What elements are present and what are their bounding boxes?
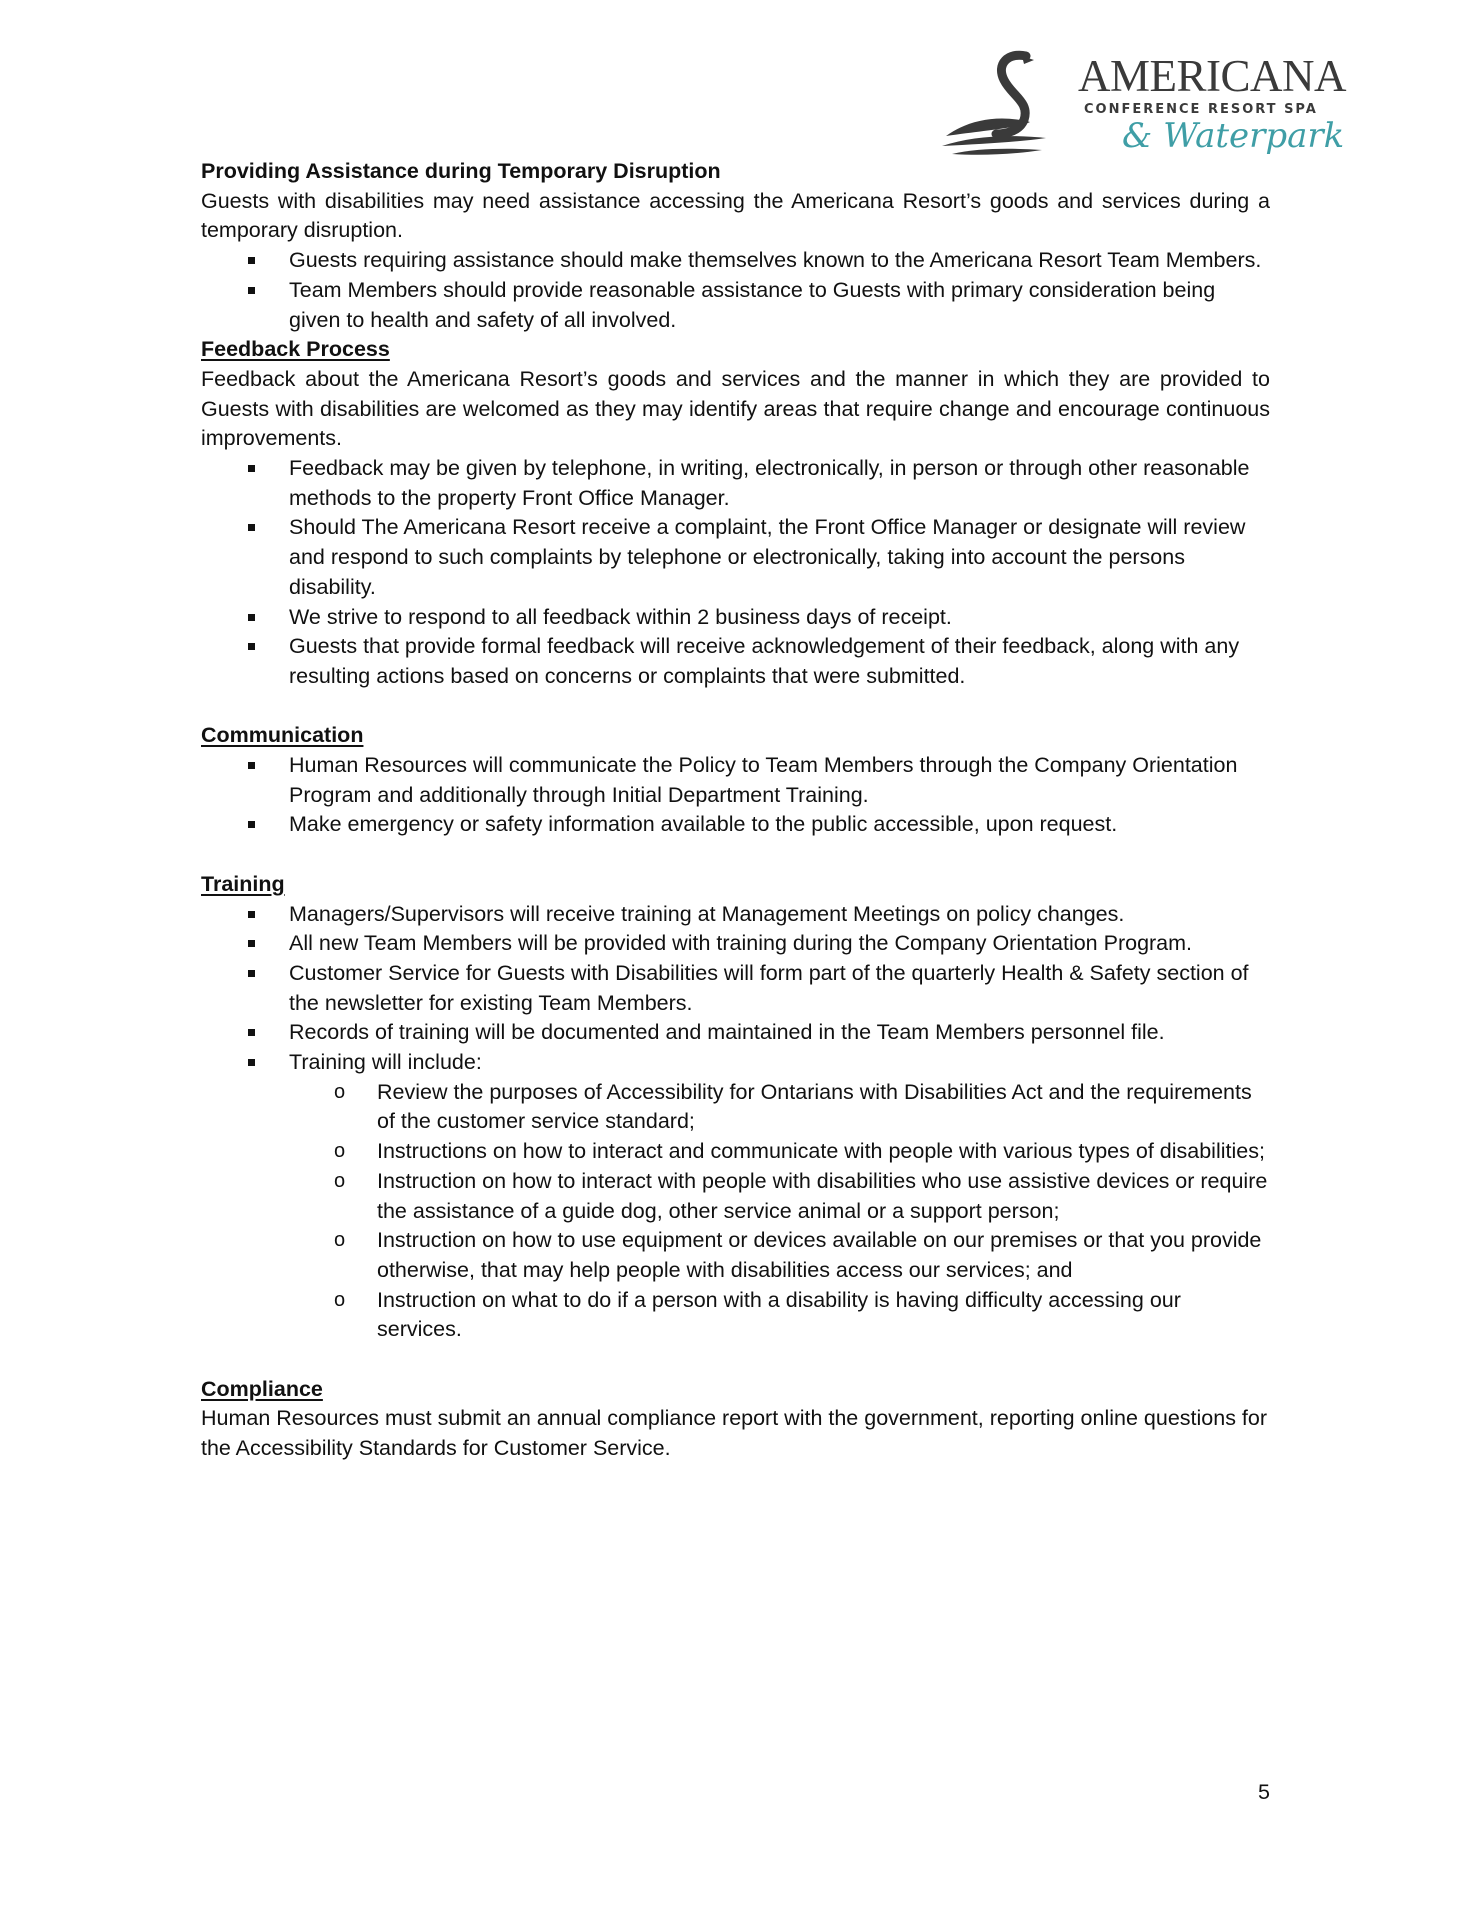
list-item: Training will include: (201, 1048, 1270, 1078)
americana-logo (938, 50, 1347, 160)
list-item: Customer Service for Guests with Disabilities will form part of the quarterly Health & Safety section of the newsletter for existing Team Members. (201, 959, 1270, 1018)
feedback-list (201, 454, 1270, 692)
spacer (201, 692, 1270, 722)
heading-feedback: Feedback Process (201, 337, 390, 362)
list-item: Records of training will be documented and maintained in the Team Members personnel file. (201, 1018, 1270, 1048)
list-item: We strive to respond to all feedback within 2 business days of receipt. (201, 603, 1270, 633)
heading-compliance: Compliance (201, 1376, 323, 1401)
heading-communication: Communication (201, 723, 364, 748)
spacer (201, 840, 1270, 870)
sub-list-item: o Instructions on how to interact and communicate with people with various types of disabilities; (201, 1137, 1270, 1167)
list-item: Make emergency or safety information available to the public accessible, upon request. (201, 810, 1270, 840)
list-item: Should The Americana Resort receive a complaint, the Front Office Manager or designate will review and respond to such complaints by telephone or electronically, taking into account the persons disability. (201, 513, 1270, 602)
list-item: Managers/Supervisors will receive training at Management Meetings on policy changes. (201, 900, 1270, 930)
list-item: Guests that provide formal feedback will receive acknowledgement of their feedback, along with any resulting actions based on concerns or complaints that were submitted. (201, 632, 1270, 691)
assistance-list (201, 246, 1270, 335)
list-item: All new Team Members will be provided with training during the Company Orientation Program. (201, 929, 1270, 959)
page-number: 5 (1258, 1780, 1270, 1804)
list-item: Team Members should provide reasonable assistance to Guests with primary consideration being given to health and safety of all involved. (201, 276, 1270, 335)
assistance-intro: Guests with disabilities may need assistance accessing the Americana Resort’s goods and services during a temporary disruption. (201, 188, 1270, 243)
list-item: Guests requiring assistance should make themselves known to the Americana Resort Team Members. (201, 246, 1270, 276)
logo-script: & Waterpark (1122, 116, 1345, 156)
training-sub-list (201, 1078, 1270, 1345)
training-list (201, 900, 1270, 1078)
heading-training: Training (201, 871, 285, 896)
logo-subtitle: CONFERENCE RESORT SPA (1084, 102, 1318, 117)
spacer (201, 1345, 1270, 1375)
document-body (201, 157, 1270, 1464)
list-item: Feedback may be given by telephone, in writing, electronically, in person or through other reasonable methods to the property Front Office Manager. (201, 454, 1270, 513)
sub-list-item: o Review the purposes of Accessibility for Ontarians with Disabilities Act and the requirements of the customer service standard; (201, 1078, 1270, 1137)
communication-list (201, 751, 1270, 840)
swan-icon (938, 50, 1078, 160)
sub-list-item: o Instruction on what to do if a person with a disability is having difficulty accessing our services. (201, 1286, 1270, 1345)
feedback-intro: Feedback about the Americana Resort’s goods and services and the manner in which they are provided to Guests with disabilities are welcomed as they may identify areas that require change and encourage continuous improvements. (201, 366, 1270, 451)
sub-list-item: o Instruction on how to use equipment or devices available on our premises or that you provide otherwise, that may help people with disabilities access our services; and (201, 1226, 1270, 1285)
compliance-body: Human Resources must submit an annual compliance report with the government, reporting online questions for the Accessibility Standards for Customer Service. (201, 1406, 1268, 1461)
list-item: Human Resources will communicate the Policy to Team Members through the Company Orientation Program and additionally through Initial Department Training. (201, 751, 1270, 810)
logo-title: AMERICANA (1078, 51, 1347, 101)
heading-assistance: Providing Assistance during Temporary Disruption (201, 159, 721, 183)
sub-list-item: o Instruction on how to interact with people with disabilities who use assistive devices or require the assistance of a guide dog, other service animal or a support person; (201, 1167, 1270, 1226)
